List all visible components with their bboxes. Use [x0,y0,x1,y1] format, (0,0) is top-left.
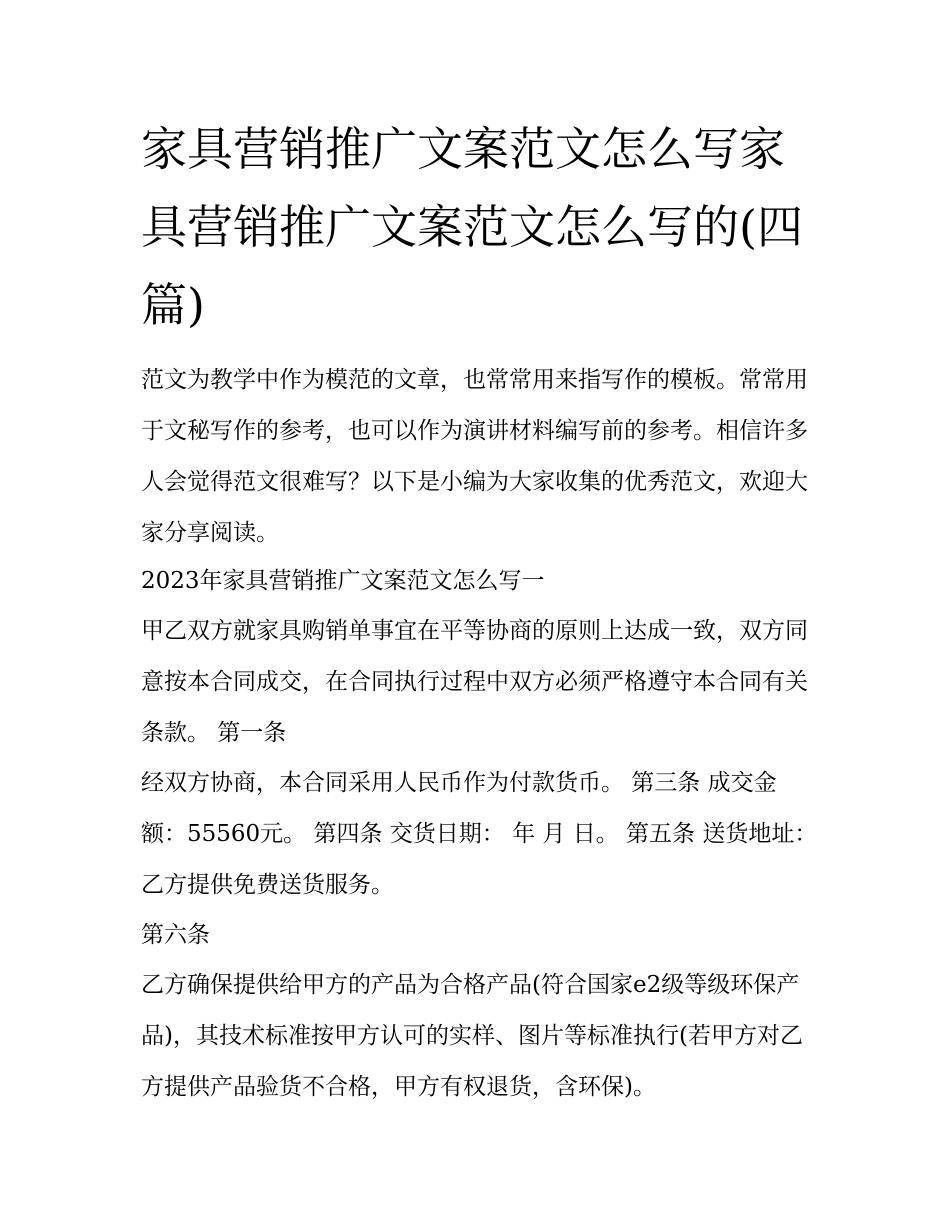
intro-paragraph: 范文为教学中作为模范的文章，也常常用来指写作的模板。常常用于文秘写作的参考，也可以作为演讲材料编写前的参考。相信许多人会觉得范文很难写？以下是小编为大家收集的优秀范文，欢迎大家分享阅读。 [141,367,808,546]
contract-paragraph: 经双方协商，本合同采用人民币作为付款货币。 第三条 成交金额：55560元。 第四条 交货日期： 年 月 日。 第五条 送货地址：乙方提供免费送货服务。 [141,770,818,898]
contract-paragraph: 甲乙双方就家具购销单事宜在平等协商的原则上达成一致，双方同意按本合同成交，在合同执行过程中双方必须严格遵守本合同有关条款。 第一条 [141,618,808,746]
document-title: 家具营销推广文案范文怎么写家具营销推广文案范文怎么写的(四篇) [141,122,803,332]
contract-paragraph: 乙方确保提供给甲方的产品为合格产品(符合国家e2级等级环保产品)，其技术标准按甲方认可的实样、图片等标准执行(若甲方对乙方提供产品验货不合格，甲方有权退货，含环保)。 [141,972,803,1100]
clause-label: 第六条 [141,922,210,948]
section-heading: 2023年家具营销推广文案范文怎么写一 [141,568,545,594]
